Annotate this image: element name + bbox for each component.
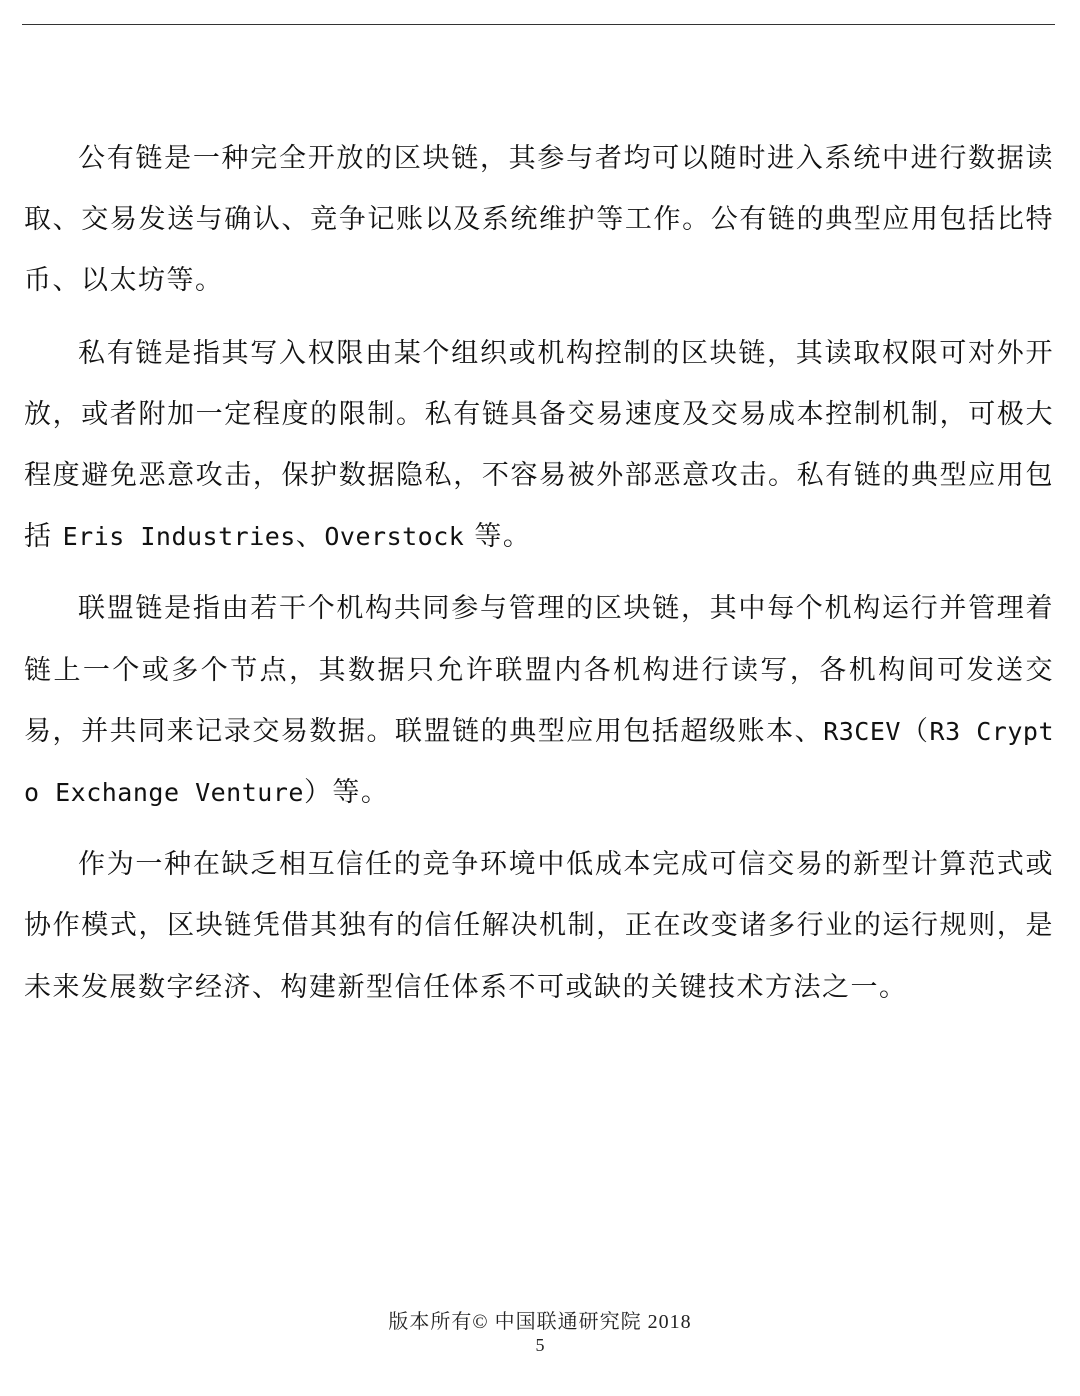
text-segment: 作为一种在缺乏相互信任的竞争环境中低成本完成可信交易的新型计算范式或协作模式，区块链凭借其独有的信任解决机制，正在改变诸多行业的运行规则，是未来发展数字经济、构建新型信任体系不可或缺的关键技术方法之一。 (24, 849, 1054, 1003)
latin-term: Eris Industries (62, 522, 296, 552)
paragraph-consortium-chain (24, 578, 1054, 823)
text-segment: 私有链是指其写入权限由某个组织或机构控制的区块链，其读取权限可对外开放，或者附加一定程度的限制。私有链具备交易速度及交易成本控制机制，可极大程度避免恶意攻击，保护数据隐私，不容易被外部恶意攻击。私有链的典型应用包括 (24, 337, 1054, 553)
latin-term: R3CEV (823, 716, 901, 746)
paragraph-conclusion (24, 834, 1054, 1018)
page-number: 5 (535, 1335, 545, 1355)
paragraph-public-chain (24, 128, 1054, 312)
text-segment: 公有链是一种完全开放的区块链，其参与者均可以随时进入系统中进行数据读取、交易发送与确认、竞争记账以及系统维护等工作。公有链的典型应用包括比特币、以太坊等。 (24, 143, 1054, 297)
paragraph-private-chain (24, 323, 1054, 568)
footer-copyright: 版本所有© 中国联通研究院 2018 (388, 1311, 692, 1333)
latin-term: Overstock (324, 522, 465, 552)
header-rule (22, 24, 1055, 25)
text-segment: 等。 (464, 521, 532, 553)
text-segment: ）等。 (303, 777, 390, 809)
text-segment: 、 (295, 521, 325, 553)
document-body (24, 128, 1054, 1029)
latin-term: R3 Crypto Exchange Venture (24, 716, 1054, 808)
text-segment: 联盟链是指由若干个机构共同参与管理的区块链，其中每个机构运行并管理着链上一个或多个节点，其数据只允许联盟内各机构进行读写，各机构间可发送交易，并共同来记录交易数据。联盟链的典型应用包括超级账本、 (24, 593, 1054, 747)
text-segment: （ (900, 715, 930, 747)
